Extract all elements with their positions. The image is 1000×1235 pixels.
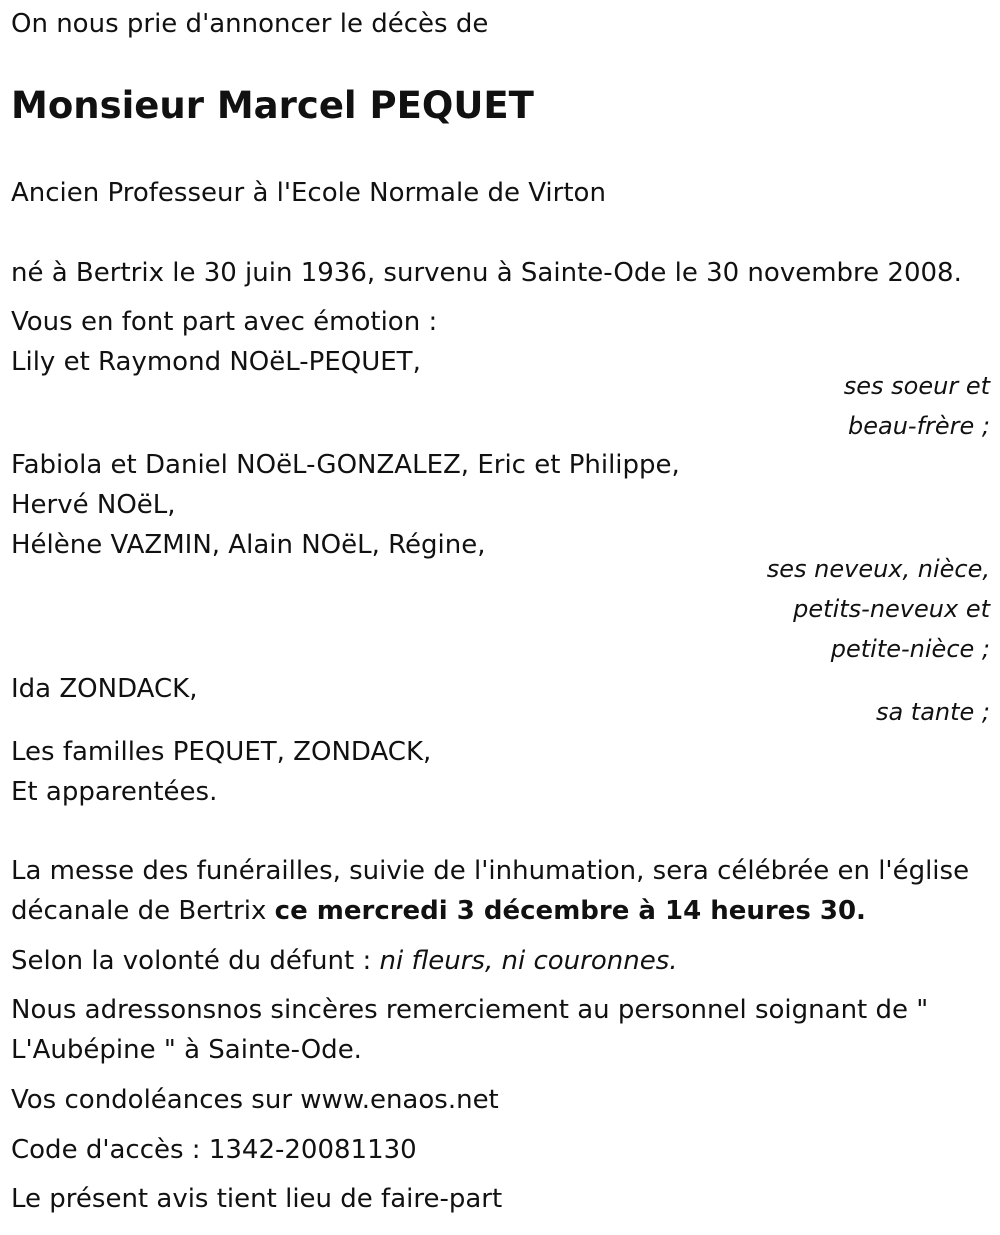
siblings-relation-1: ses soeur et xyxy=(843,372,990,400)
deceased-name: Monsieur Marcel PEQUET xyxy=(11,84,534,127)
nephews-line-3: Hélène VAZMIN, Alain NOëL, Régine, xyxy=(11,530,486,560)
funeral-location: décanale de Bertrix xyxy=(11,896,275,926)
siblings-relation-2: beau-frère ; xyxy=(847,412,990,440)
birth-death-text: né à Bertrix le 30 juin 1936, survenu à Sainte-Ode le 30 novembre 2008. xyxy=(11,258,962,288)
intro-text: On nous prie d'annoncer le décès de xyxy=(11,9,489,39)
nephews-line-1: Fabiola et Daniel NOëL-GONZALEZ, Eric et Philippe, xyxy=(11,450,680,480)
notice-text: Le présent avis tient lieu de faire-part xyxy=(11,1184,503,1214)
condolences-text: Vos condoléances sur www.enaos.net xyxy=(11,1085,499,1115)
occupation-text: Ancien Professeur à l'Ecole Normale de Virton xyxy=(11,178,606,208)
nephews-relation-3: petite-nièce ; xyxy=(830,635,990,663)
wishes-text xyxy=(11,945,678,977)
related-text: Et apparentées. xyxy=(11,777,218,807)
aunt-relation: sa tante ; xyxy=(875,698,990,726)
funeral-line-2 xyxy=(11,895,866,927)
nephews-relation-1: ses neveux, nièce, xyxy=(766,555,990,583)
funeral-line-1: La messe des funérailles, suivie de l'inhumation, sera célébrée en l'église xyxy=(11,856,970,886)
thanks-line-2: L'Aubépine " à Sainte-Ode. xyxy=(11,1035,362,1065)
nephews-relation-2: petits-neveux et xyxy=(793,595,990,623)
aunt-name: Ida ZONDACK, xyxy=(11,674,198,704)
nephews-line-2: Hervé NOëL, xyxy=(11,490,176,520)
funeral-date-time: ce mercredi 3 décembre à 14 heures 30. xyxy=(274,896,866,926)
wishes-prefix: Selon la volonté du défunt : xyxy=(11,946,380,976)
access-code-text: Code d'accès : 1342-20081130 xyxy=(11,1135,417,1165)
announcement-intro: Vous en font part avec émotion : xyxy=(11,307,438,337)
siblings-names: Lily et Raymond NOëL-PEQUET, xyxy=(11,347,421,377)
families-text: Les familles PEQUET, ZONDACK, xyxy=(11,737,432,767)
wishes-italic: ni fleurs, ni couronnes. xyxy=(379,946,678,976)
thanks-line-1: Nous adressonsnos sincères remerciement au personnel soignant de " xyxy=(11,995,929,1025)
